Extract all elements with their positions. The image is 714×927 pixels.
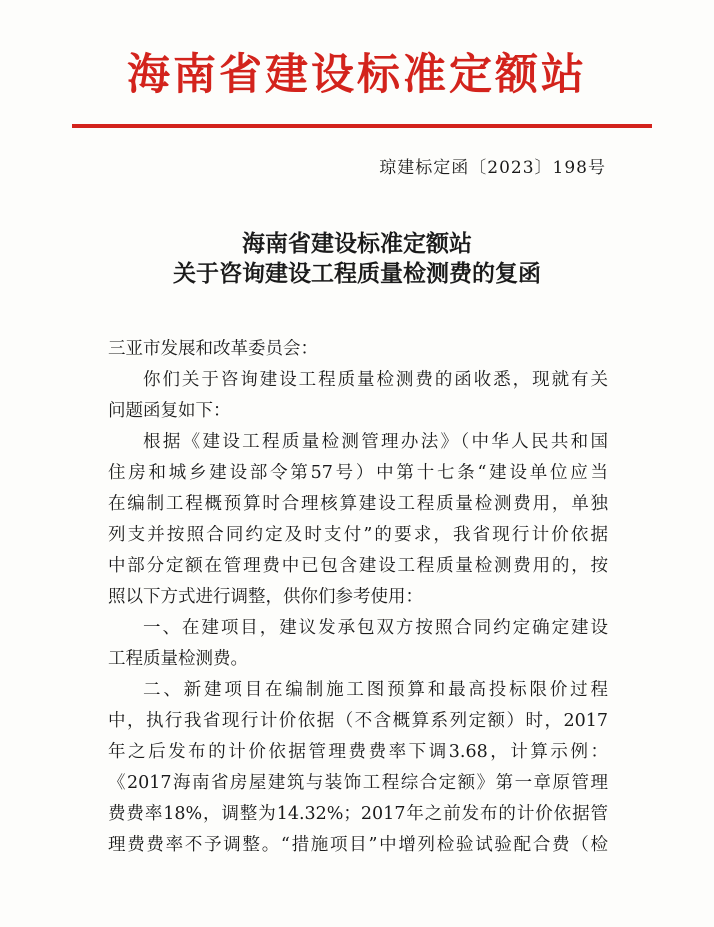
salutation: 三亚市发展和改革委员会： <box>108 339 318 359</box>
body-line: 理费费率不予调整。“措施项目”中增列检验试验配合费（检 <box>108 835 608 855</box>
letter-body <box>108 334 608 861</box>
body-line: 费费率18%，调整为14.32%；2017年之前发布的计价依据管 <box>108 804 608 824</box>
document-title-line-1: 海南省建设标准定额站 <box>242 230 472 257</box>
document-number: 琼建标定函〔2023〕198号 <box>379 158 606 178</box>
body-line: 中部分定额在管理费中已包含建设工程质量检测费用的，按 <box>108 556 608 576</box>
body-line: 工程质量检测费。 <box>108 649 248 669</box>
body-line: 在编制工程概预算时合理核算建设工程质量检测费用，单独 <box>108 494 608 514</box>
body-line: 照以下方式进行调整，供你们参考使用： <box>108 587 423 607</box>
body-line: 中，执行我省现行计价依据（不含概算系列定额）时，2017 <box>108 711 608 731</box>
document-title-line-2: 关于咨询建设工程质量检测费的复函 <box>173 260 541 287</box>
body-line: 你们关于咨询建设工程质量检测费的函收悉，现就有关 <box>143 370 608 390</box>
body-line: 住房和城乡建设部令第57号）中第十七条“建设单位应当 <box>108 463 608 483</box>
letterhead-title: 海南省建设标准定额站 <box>127 50 587 100</box>
body-line: 列支并按照合同约定及时支付”的要求，我省现行计价依据 <box>108 525 608 545</box>
body-line: 根据《建设工程质量检测管理办法》（中华人民共和国 <box>143 432 608 452</box>
body-line: 一、在建项目，建议发承包双方按照合同约定确定建设 <box>143 618 608 638</box>
letterhead-divider <box>72 124 652 128</box>
body-line: 问题函复如下： <box>108 401 231 421</box>
body-line: 年之后发布的计价依据管理费费率下调3.68，计算示例： <box>108 742 608 762</box>
body-line: 《2017海南省房屋建筑与装饰工程综合定额》第一章原管理 <box>108 773 608 793</box>
body-line: 二、新建项目在编制施工图预算和最高投标限价过程 <box>143 680 608 700</box>
